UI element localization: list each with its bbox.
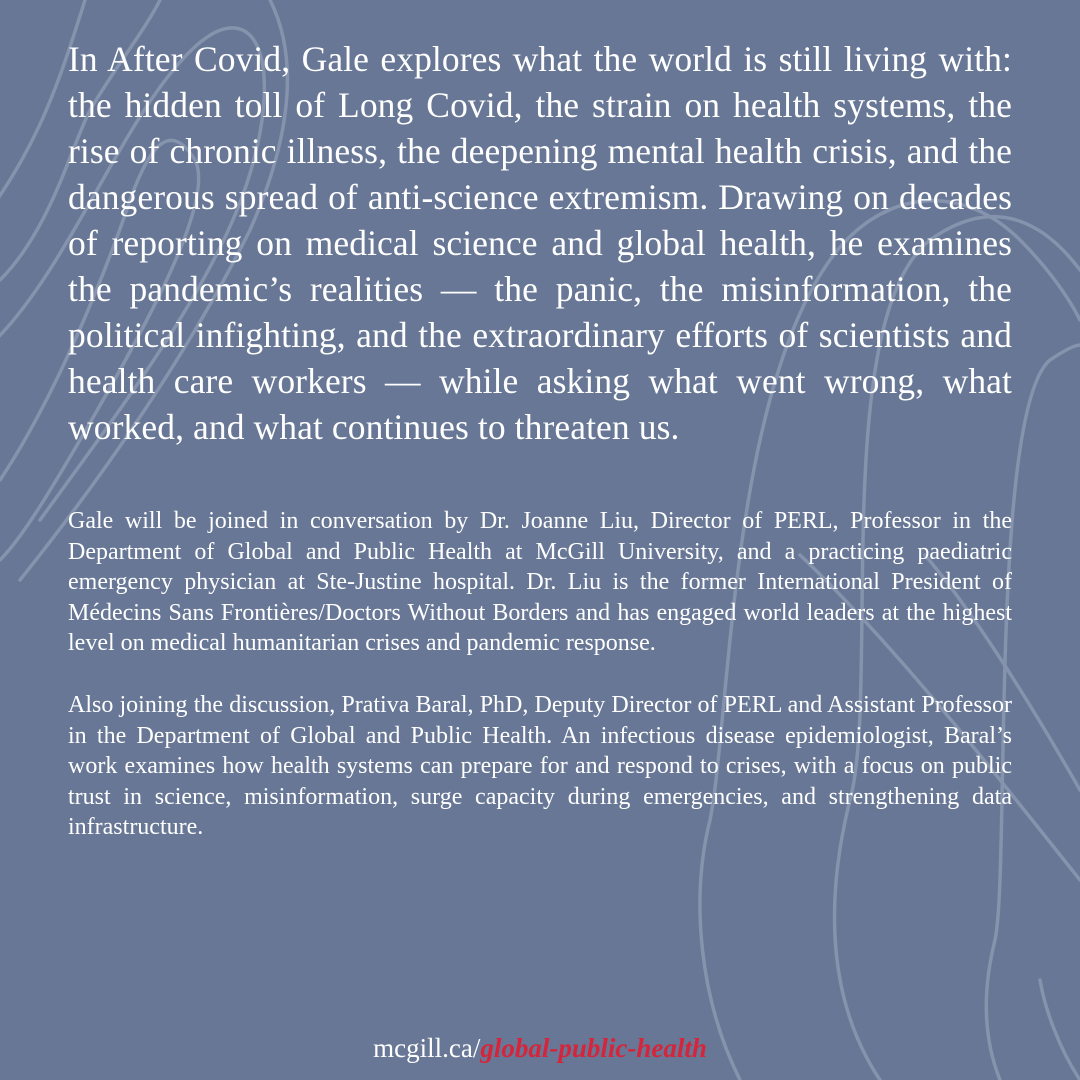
speaker-paragraph-baral: Also joining the discussion, Prativa Baral, PhD, Deputy Director of PERL and Assistant Professor in the Department of Global and Public Health. An infectious disease epidemiologist, Baral’s work examines how health systems can prepare for and respond to crises, with a focus on public trust in science, misinformation, surge capacity during emergencies, and strengthening data infrastructure. bbox=[68, 691, 1012, 841]
footer-url[interactable] bbox=[0, 1030, 1080, 1066]
lead-paragraph: In After Covid, Gale explores what the world is still living with: the hidden toll of Long Covid, the strain on health systems, the rise of chronic illness, the deepening mental health crisis, and the dangerous spread of anti-science extremism. Drawing on decades of reporting on medical science and global health, he examines the pandemic’s realities — the panic, the misinformation, the political infighting, and the extraordinary efforts of scientists and health care workers — while asking what went wrong, what worked, and what continues to threaten us. bbox=[68, 39, 1012, 447]
footer-url-path[interactable]: global-public-health bbox=[480, 1033, 707, 1063]
footer-url-domain[interactable]: mcgill.ca/ bbox=[373, 1033, 481, 1063]
event-description bbox=[68, 36, 1012, 843]
speaker-paragraph-liu: Gale will be joined in conversation by Dr. Joanne Liu, Director of PERL, Professor in the Department of Global and Public Health at McGill University, and a practicing paediatric emergency physician at Ste-Justine hospital. Dr. Liu is the former International President of Médecins Sans Frontières/Doctors Without Borders and has engaged world leaders at the highest level on medical humanitarian crises and pandemic response. bbox=[68, 508, 1012, 657]
